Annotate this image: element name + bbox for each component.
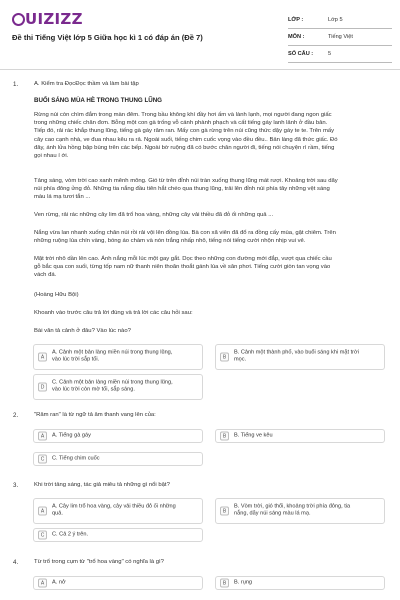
passage-title: BUỔI SÁNG MÙA HÈ TRONG THUNG LŨNG bbox=[34, 97, 162, 104]
question-number: 4. bbox=[13, 559, 19, 566]
passage-line: Rừng núi còn chìm đắm trong màn đêm. Trong bầu không khí đầy hơi ấm và lành lạnh, mọi người đang ngon giấc bbox=[34, 112, 332, 118]
meta-row-question-count bbox=[288, 46, 392, 63]
passage-line: Tiếp đó, rải rác khắp thung lũng, tiếng gà gáy râm ran. Mấy con gà rừng trên núi cũng thức dậy gáy te te. Trên mấy bbox=[34, 128, 335, 135]
option-letter-badge: A bbox=[38, 507, 47, 516]
passage-line: Nắng vừa lan nhanh xuống chân núi rồi rải vội lên đồng lúa. Bà con xã viên đã đổ ra đồng cấy mùa, gặt chiêm. Trên bbox=[34, 230, 336, 236]
answer-option-c[interactable] bbox=[33, 528, 203, 542]
option-text bbox=[52, 380, 198, 395]
answer-option-a[interactable] bbox=[33, 429, 203, 443]
passage-line: màu lá mạ tươi tắn ... bbox=[34, 194, 91, 201]
section-heading: A. Kiểm tra ĐọcĐọc thầm và làm bài tập bbox=[34, 81, 139, 87]
option-text bbox=[234, 504, 380, 519]
question-number: 3. bbox=[13, 482, 19, 489]
passage-line: cây cao cạnh nhà, ve đua nhau kêu ra rả. Ngoài suối, tiếng chim cuốc vọng vào đều đều.. Bản làng đã thức giấc. Đó bbox=[34, 136, 338, 143]
option-text: C. Cả 2 ý trên. bbox=[52, 531, 89, 538]
worksheet-title: Đề thi Tiếng Việt lớp 5 Giữa học kì 1 có đáp án (Đề 7) bbox=[12, 33, 203, 42]
worksheet-meta bbox=[288, 12, 392, 63]
question-text: Từ trổ trong cụm từ "trổ hoa vàng" có nghĩa là gì? bbox=[34, 559, 164, 565]
passage-line: gọi nhau í ới. bbox=[34, 153, 69, 160]
header-divider bbox=[0, 69, 400, 70]
option-letter-badge: B bbox=[220, 579, 229, 588]
option-text bbox=[234, 350, 380, 365]
option-letter-badge: B bbox=[220, 507, 229, 516]
logo-text: UIZIZZ bbox=[25, 10, 83, 28]
instruction-text: Khoanh vào trước câu trả lời đúng và trả lời các câu hỏi sau: bbox=[34, 310, 193, 316]
meta-label: MÔN : bbox=[288, 34, 305, 40]
option-line: C. Cảnh một bản làng miền núi trong thung lũng, bbox=[52, 379, 173, 386]
answer-option-b[interactable] bbox=[215, 429, 385, 443]
option-letter-badge: B bbox=[220, 353, 229, 362]
passage-line: những ruộng lúa chín vàng, bóng áo chàm và nón trắng nhấp nhô, tiếng nói tiếng cười nhộn nhịp vui vẻ. bbox=[34, 238, 306, 245]
passage-line: đây, ánh lửa hồng bập bùng trên các bếp. Ngoài bờ ruộng đã có bước chân người đi, tiếng nói chuyện rì rầm, tiếng bbox=[34, 144, 335, 151]
option-letter-badge: C bbox=[38, 455, 47, 464]
answer-option-c[interactable] bbox=[33, 374, 203, 400]
passage-paragraph-1 bbox=[34, 111, 388, 160]
option-text bbox=[52, 350, 198, 365]
meta-label: LỚP : bbox=[288, 17, 304, 23]
option-letter-badge: C bbox=[38, 531, 47, 540]
option-line: mọc. bbox=[234, 357, 247, 363]
passage-line: núi phía đông ửng đỏ. Những tia nắng đầu tiên hắt chéo qua thung lũng, trải lên đỉnh núi phía tây những vệt sáng bbox=[34, 186, 330, 193]
option-letter-badge: B bbox=[220, 432, 229, 441]
option-line: vào lúc trời còn mờ tối, sắp sáng. bbox=[52, 387, 135, 393]
meta-row-subject bbox=[288, 29, 392, 46]
worksheet-header bbox=[0, 0, 400, 66]
answer-option-b[interactable] bbox=[215, 344, 385, 370]
option-line: quả. bbox=[52, 511, 63, 517]
answer-option-c[interactable] bbox=[33, 452, 203, 466]
option-line: A. Cảnh một bản làng miền núi trong thung lũng, bbox=[52, 349, 173, 356]
question-text: Khi trời tảng sáng, tác giả miêu tả những gì nổi bật? bbox=[34, 482, 170, 488]
meta-value: Tiếng Việt bbox=[328, 34, 353, 40]
option-letter-badge: A bbox=[38, 432, 47, 441]
meta-row-class bbox=[288, 12, 392, 29]
passage-line: trong những chiếc chăn đơn. Bỗng một con gà trống vỗ cánh phành phạch và cất tiếng gáy lanh lảnh ở đầu bản. bbox=[34, 120, 328, 127]
question-number: 1. bbox=[13, 81, 19, 88]
meta-label: SỐ CÂU : bbox=[288, 51, 314, 57]
option-text: A. Tiếng gà gáy bbox=[52, 432, 91, 439]
option-text: A. nở bbox=[52, 579, 66, 586]
question-number: 2. bbox=[13, 412, 19, 419]
answer-option-b[interactable] bbox=[215, 576, 385, 590]
option-line: B. Vòm trời, gió thổi, khoảng trời phía đông, tia bbox=[234, 503, 351, 510]
quizizz-logo bbox=[12, 10, 83, 28]
answer-option-a[interactable] bbox=[33, 576, 203, 590]
logo-q-mark bbox=[12, 13, 25, 26]
passage-line: Mặt trời nhô dần lên cao. Ánh nắng mỗi lúc một gay gắt. Dọc theo những con đường mới đắp, vượt qua chiếc cầu bbox=[34, 256, 332, 262]
passage-author: (Hoàng Hữu Bội) bbox=[34, 292, 79, 298]
passage-paragraph-5 bbox=[34, 255, 388, 280]
passage-line: Tảng sáng, vòm trời cao xanh mênh mông. Gió từ trên đỉnh núi tràn xuống thung lũng mát rượi. Khoảng trời sau dãy bbox=[34, 178, 338, 184]
option-letter-badge: A bbox=[38, 579, 47, 588]
answer-option-a[interactable] bbox=[33, 498, 203, 524]
passage-line: vách đá. bbox=[34, 272, 57, 279]
answer-option-b[interactable] bbox=[215, 498, 385, 524]
option-text: B. rụng bbox=[234, 579, 253, 586]
option-line: B. Cảnh một thành phố, vào buổi sáng khi mặt trời bbox=[234, 349, 359, 356]
passage-paragraph-3: Ven rừng, rải rác những cây lim đã trổ hoa vàng, những cây vải thiều đã đỏ ối những quả ... bbox=[34, 212, 274, 218]
passage-line: gỗ bắc qua con suối, từng tốp nam nữ thanh niên thoăn thoắt gánh lúa về sân phơi. Tiếng cười giòn tan vọng vào bbox=[34, 264, 331, 271]
option-text: C. Tiếng chim cuốc bbox=[52, 455, 100, 462]
question-text: Bài văn tả cảnh ở đâu? Vào lúc nào? bbox=[34, 328, 131, 334]
question-text: "Râm ran" là từ ngữ tả âm thanh vang lên của: bbox=[34, 412, 156, 418]
meta-value: 5 bbox=[328, 51, 332, 57]
option-letter-badge: D bbox=[38, 383, 47, 392]
option-line: vào lúc trời sắp tối. bbox=[52, 357, 100, 363]
option-letter-badge: A bbox=[38, 353, 47, 362]
option-line: nắng, dãy núi sáng màu lá mạ. bbox=[234, 511, 311, 517]
answer-option-a[interactable] bbox=[33, 344, 203, 370]
option-text bbox=[52, 504, 198, 519]
option-text: B. Tiếng ve kêu bbox=[234, 432, 273, 439]
passage-paragraph-2 bbox=[34, 177, 388, 202]
passage-paragraph-4 bbox=[34, 229, 388, 245]
option-line: A. Cây lim trổ hoa vàng, cây vải thiều đỏ ối những bbox=[52, 503, 176, 510]
meta-value: Lớp 5 bbox=[328, 17, 343, 23]
